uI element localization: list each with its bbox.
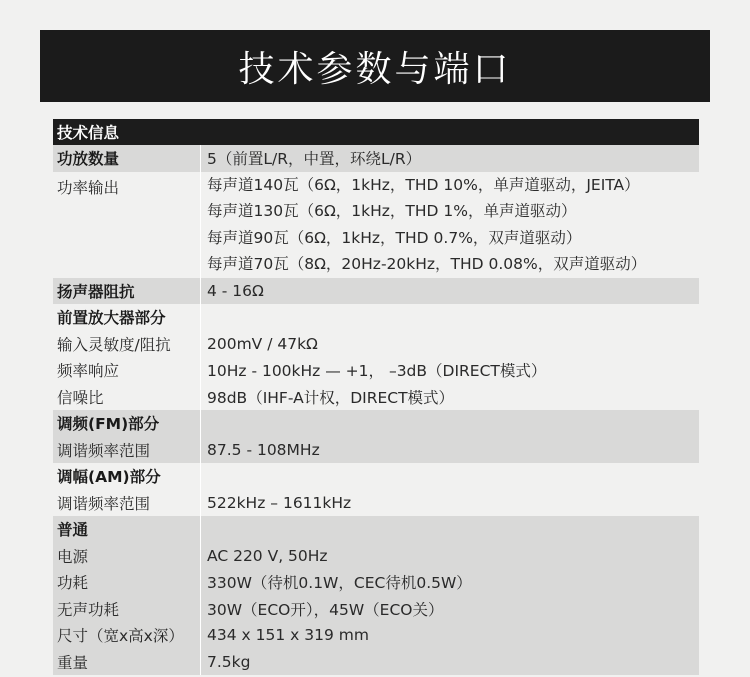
spec-rows: [53, 145, 699, 675]
table-row: [53, 437, 699, 464]
spec-value: 10Hz - 100kHz — +1， –3dB（DIRECT模式）: [200, 357, 699, 384]
spec-label: 调谐频率范围: [57, 494, 151, 513]
spec-label: 功放数量: [57, 150, 120, 169]
table-row: [53, 622, 699, 649]
spec-value: 98dB（IHF-A计权，DIRECT模式）: [200, 384, 699, 411]
table-row: [53, 357, 699, 384]
spec-table-title: 技术信息: [57, 124, 120, 142]
table-row: [53, 410, 699, 437]
spec-value: 87.5 - 108MHz: [200, 437, 699, 464]
table-row: [53, 463, 699, 490]
table-row: [53, 596, 699, 623]
spec-label: 扬声器阻抗: [57, 282, 135, 301]
spec-value: [200, 463, 699, 490]
spec-label: 无声功耗: [57, 600, 120, 619]
table-row: [53, 331, 699, 358]
spec-label: 功耗: [57, 574, 89, 593]
spec-value: 7.5kg: [200, 649, 699, 676]
spec-label: 电源: [57, 547, 89, 566]
spec-label: 前置放大器部分: [57, 309, 166, 328]
spec-label: 信噪比: [57, 388, 104, 407]
table-row: [53, 145, 699, 172]
table-row: [53, 569, 699, 596]
table-row: [53, 384, 699, 411]
spec-value: [200, 410, 699, 437]
spec-label: 功率输出: [57, 178, 120, 197]
page-banner: [40, 30, 710, 102]
table-row: [53, 304, 699, 331]
spec-value: 522kHz – 1611kHz: [200, 490, 699, 517]
spec-value: [200, 172, 699, 278]
spec-label: 普通: [57, 521, 89, 540]
spec-label: 调幅(AM)部分: [57, 468, 161, 487]
spec-value-line: 每声道90瓦（6Ω，1kHz，THD 0.7%，双声道驱动）: [207, 228, 582, 247]
spec-label: 尺寸（宽x高x深）: [57, 627, 184, 646]
spec-table: [53, 119, 699, 675]
spec-value-line: 每声道70瓦（8Ω，20Hz-20kHz，THD 0.08%，双声道驱动）: [207, 255, 647, 273]
spec-value: 30W（ECO开），45W（ECO关）: [200, 596, 699, 623]
spec-label: 频率响应: [57, 362, 120, 381]
spec-table-header: [53, 119, 699, 145]
spec-value-line: 每声道130瓦（6Ω，1kHz，THD 1%，单声道驱动）: [207, 202, 577, 220]
spec-value: 434 x 151 x 319 mm: [200, 622, 699, 649]
spec-label: 输入灵敏度/阻抗: [57, 335, 171, 354]
spec-value: [200, 516, 699, 543]
spec-label: 调频(FM)部分: [57, 415, 160, 434]
table-row: [53, 543, 699, 570]
spec-value: 4 - 16Ω: [200, 278, 699, 305]
spec-value-line: 每声道140瓦（6Ω，1kHz，THD 10%，单声道驱动，JEITA）: [207, 175, 640, 194]
spec-value: 200mV / 47kΩ: [200, 331, 699, 358]
banner-title: 技术参数与端口: [238, 48, 512, 90]
table-row: [53, 516, 699, 543]
spec-value: [200, 304, 699, 331]
spec-value: AC 220 V, 50Hz: [200, 543, 699, 570]
table-row: [53, 172, 699, 278]
spec-value: 5（前置L/R，中置，环绕L/R）: [200, 145, 699, 172]
spec-label: 调谐频率范围: [57, 441, 151, 460]
table-row: [53, 649, 699, 676]
table-row: [53, 278, 699, 305]
spec-label: 重量: [57, 653, 89, 672]
spec-value: 330W（待机0.1W，CEC待机0.5W）: [200, 569, 699, 596]
table-row: [53, 490, 699, 517]
